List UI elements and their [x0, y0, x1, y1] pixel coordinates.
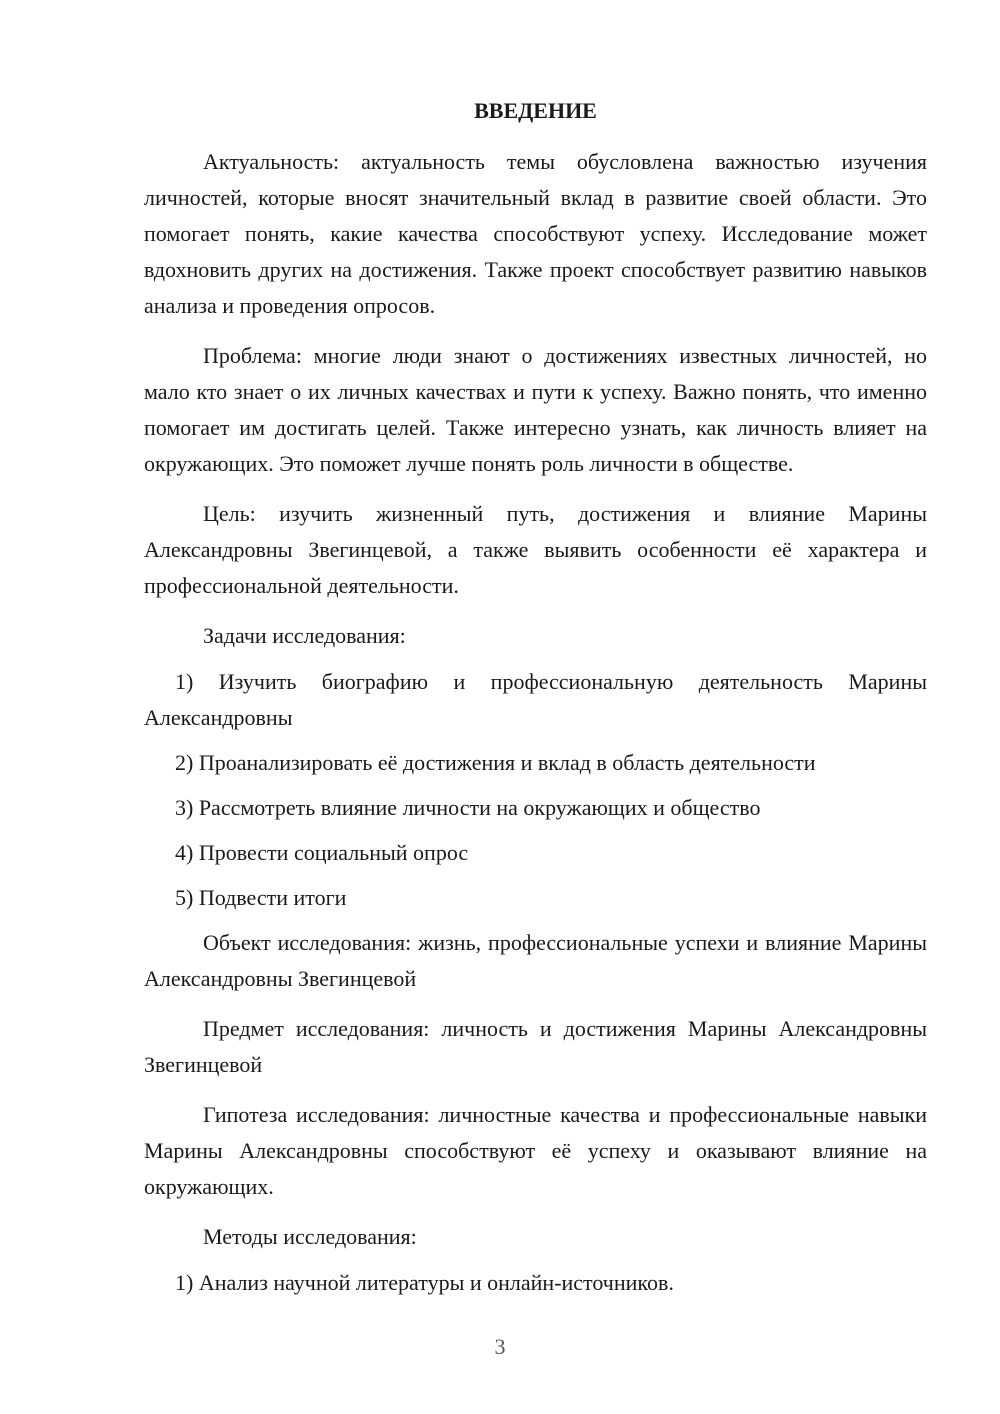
methods-heading: Методы исследования: [203, 1224, 417, 1249]
method-item: 1) Анализ научной литературы и онлайн-источников. [175, 1270, 674, 1295]
task-item: 2) Проанализировать её достижения и вклад в область деятельности [175, 750, 816, 775]
document-page [144, 96, 927, 1310]
problem-paragraph: Проблема: многие люди знают о достижениях известных личностей, но мало кто знает о их личных качествах и пути к успеху. Важно понять, что именно помогает им достигать целей. Также интересно узнать, как личность влияет на окружающих. Это поможет лучше понять роль личности в обществе. [144, 343, 927, 476]
task-item: 5) Подвести итоги [175, 885, 347, 910]
object-paragraph: Объект исследования: жизнь, профессиональные успехи и влияние Марины Александровны Звегинцевой [144, 930, 927, 991]
task-item: 4) Провести социальный опрос [175, 840, 469, 865]
section-title: ВВЕДЕНИЕ [474, 98, 597, 123]
goal-paragraph: Цель: изучить жизненный путь, достижения и влияние Марины Александровны Звегинцевой, а также выявить особенности её характера и профессиональной деятельности. [144, 501, 927, 598]
hypothesis-paragraph: Гипотеза исследования: личностные качества и профессиональные навыки Марины Александровны способствуют её успеху и оказывают влияние на окружающих. [144, 1102, 927, 1199]
page-number: 3 [494, 1334, 506, 1359]
tasks-heading: Задачи исследования: [203, 623, 406, 648]
subject-paragraph: Предмет исследования: личность и достижения Марины Александровны Звегинцевой [144, 1016, 927, 1077]
relevance-paragraph: Актуальность: актуальность темы обусловлена важностью изучения личностей, которые вносят значительный вклад в развитие своей области. Это помогает понять, какие качества способствуют успеху. Исследование может вдохновить других на достижения. Также проект способствует развитию навыков анализа и проведения опросов. [144, 149, 927, 318]
tasks-list [144, 664, 927, 916]
task-item: 1) Изучить биографию и профессиональную деятельность Марины Александровны [144, 669, 927, 730]
methods-list [144, 1265, 927, 1301]
task-item: 3) Рассмотреть влияние личности на окружающих и общество [175, 795, 761, 820]
